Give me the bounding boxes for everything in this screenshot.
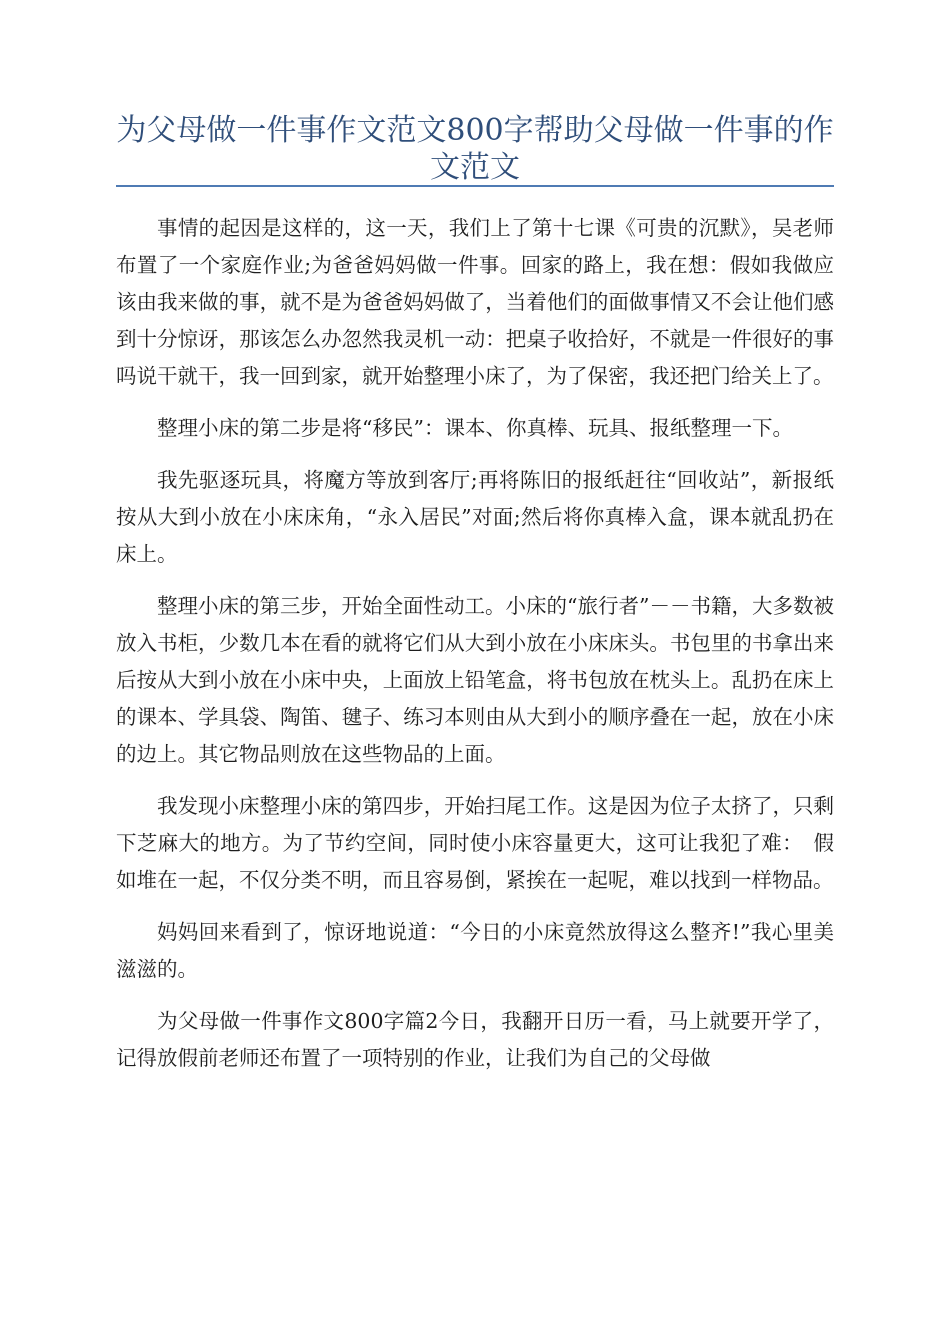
- document-title: 为父母做一件事作文范文800字帮助父母做一件事的作文范文: [116, 113, 834, 185]
- paragraph-6: 妈妈回来看到了，惊讶地说道：“今日的小床竟然放得这么整齐!”我心里美滋滋的。: [116, 920, 834, 981]
- paragraph-5: 我发现小床整理小床的第四步，开始扫尾工作。这是因为位子太挤了，只剩下芝麻大的地方。为了节约空间，同时使小床容量更大，这可让我犯了难： 假如堆在一起，不仅分类不明，而且容易倒，紧挨在一起呢，难以找到一样物品。: [116, 794, 834, 892]
- paragraph-1: 事情的起因是这样的，这一天，我们上了第十七课《可贵的沉默》，吴老师布置了一个家庭作业;为爸爸妈妈做一件事。回家的路上，我在想：假如我做应该由我来做的事，就不是为爸爸妈妈做了，当着他们的面做事情又不会让他们感到十分惊讶，那该怎么办忽然我灵机一动：把桌子收拾好，不就是一件很好的事吗说干就干，我一回到家，就开始整理小床了，为了保密，我还把门给关上了。: [116, 216, 834, 388]
- document-body: [116, 210, 834, 1092]
- paragraph-3: 我先驱逐玩具，将魔方等放到客厅;再将陈旧的报纸赶往“回收站”，新报纸按从大到小放在小床床角，“永入居民”对面;然后将你真棒入盒，课本就乱扔在床上。: [116, 468, 834, 566]
- paragraph-2: 整理小床的第二步是将“移民”：课本、你真棒、玩具、报纸整理一下。: [157, 416, 793, 440]
- paragraph-7: 为父母做一件事作文800字篇2今日，我翻开日历一看，马上就要开学了，记得放假前老师还布置了一项特别的作业，让我们为自己的父母做: [116, 1009, 834, 1070]
- paragraph-4: 整理小床的第三步，开始全面性动工。小床的“旅行者”－－书籍，大多数被放入书柜，少数几本在看的就将它们从大到小放在小床床头。书包里的书拿出来后按从大到小放在小床中央，上面放上铅笔盒，将书包放在枕头上。乱扔在床上的课本、学具袋、陶笛、毽子、练习本则由从大到小的顺序叠在一起，放在小床的边上。其它物品则放在这些物品的上面。: [116, 594, 834, 766]
- title-underline: [116, 185, 834, 187]
